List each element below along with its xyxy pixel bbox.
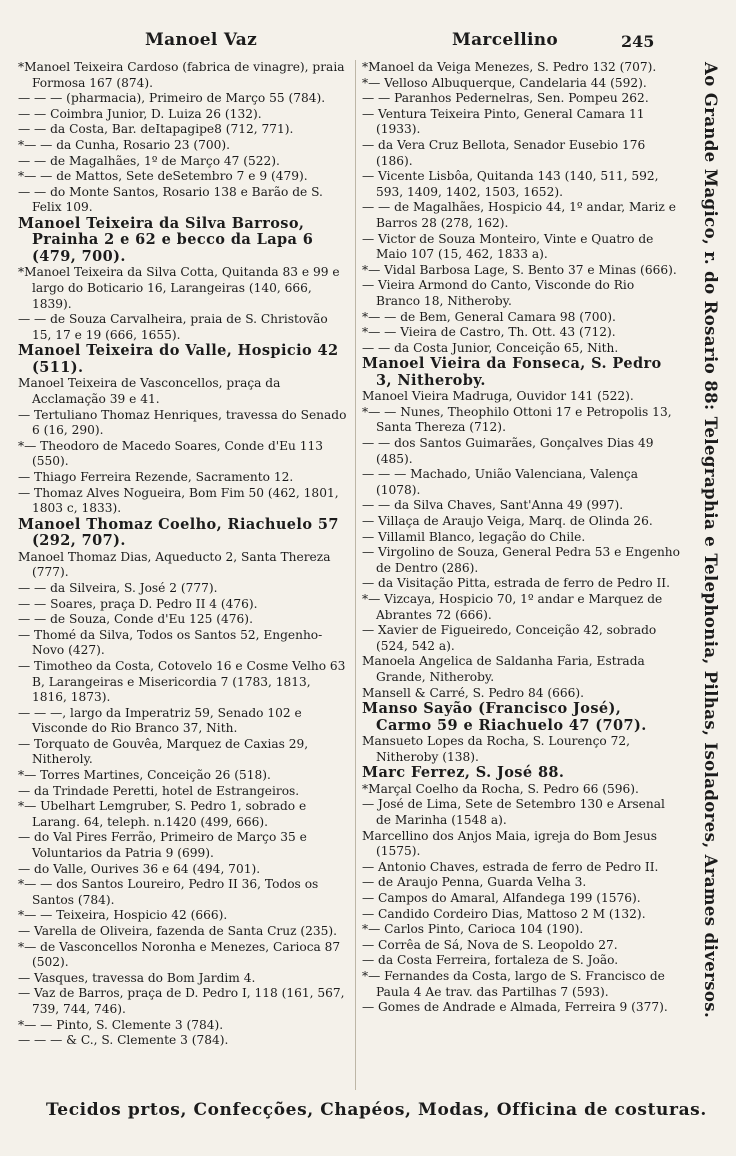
directory-entry: *— Vidal Barbosa Lage, S. Bento 37 e Minas (666). bbox=[362, 262, 677, 277]
directory-entry: — Villamil Blanco, legação do Chile. bbox=[362, 529, 586, 544]
header-left-name: Manoel Vaz bbox=[145, 30, 258, 50]
directory-entry: — Vasques, travessa do Bom Jardim 4. bbox=[18, 970, 256, 985]
directory-entry: *Manoel da Veiga Menezes, S. Pedro 132 (707). bbox=[362, 60, 657, 74]
directory-entry: — Virgolino de Souza, General Pedra 53 e Engenho de Dentro (286). bbox=[362, 545, 680, 575]
directory-entry: — — — (pharmacia), Primeiro de Março 55 (784). bbox=[18, 91, 326, 106]
directory-entry: — Vaz de Barros, praça de D. Pedro I, 118 (161, 567, 739, 744, 746). bbox=[18, 986, 345, 1016]
side-advertisement-text: Ao Grande Magico, r. do Rosario 88: Telegraphia e Telephonia, Pilhas, Isoladores, Arames diversos. bbox=[701, 62, 720, 1019]
directory-entry: Manoel Teixeira da Silva Barroso, Prainha 2 e 62 e becco da Lapa 6 (479, 700). bbox=[18, 214, 314, 265]
column-divider bbox=[355, 60, 356, 1090]
directory-entry: — — Paranhos Pedernelras, Sen. Pompeu 262. bbox=[362, 91, 649, 106]
directory-entry: *— Vizcaya, Hospicio 70, 1º andar e Marquez de Abrantes 72 (666). bbox=[362, 592, 663, 622]
directory-entry: *— — dos Santos Loureiro, Pedro II 36, Todos os Santos (784). bbox=[18, 877, 319, 907]
directory-entry: Mansueto Lopes da Rocha, S. Lourenço 72, Nitheroby (138). bbox=[362, 734, 630, 764]
directory-entry: — Corrêa de Sá, Nova de S. Leopoldo 27. bbox=[362, 937, 618, 952]
directory-entry: — Thiago Ferreira Rezende, Sacramento 12. bbox=[18, 469, 294, 484]
directory-entry: *— Fernandes da Costa, largo de S. Francisco de Paula 4 Ae trav. das Partilhas 7 (593). bbox=[362, 968, 665, 999]
directory-entry: — Victor de Souza Monteiro, Vinte e Quatro de Maio 107 (15, 462, 1833 a). bbox=[362, 231, 654, 262]
directory-entry: *— Theodoro de Macedo Soares, Conde d'Eu 113 (550). bbox=[18, 438, 323, 469]
directory-entry: — Vieira Armond do Canto, Visconde do Rio Branco 18, Nitheroby. bbox=[362, 278, 635, 308]
directory-entry: Manso Sayão (Francisco José), Carmo 59 e Riachuelo 47 (707). bbox=[362, 700, 647, 734]
directory-entry: *— — Teixeira, Hospicio 42 (666). bbox=[18, 908, 228, 923]
directory-entry: — — — Machado, União Valenciana, Valença (1078). bbox=[362, 467, 639, 497]
directory-entry: — da Vera Cruz Bellota, Senador Eusebio 176 (186). bbox=[362, 137, 646, 168]
directory-entry: — — da Costa, Bar. deItapagipe8 (712, 771). bbox=[18, 122, 294, 137]
directory-entry: — — Coimbra Junior, D. Luiza 26 (132). bbox=[18, 106, 262, 121]
directory-entry: *— Velloso Albuquerque, Candelaria 44 (592). bbox=[362, 75, 647, 90]
directory-entry: — — de Magalhães, 1º de Março 47 (522). bbox=[18, 153, 280, 168]
directory-entry: *— Torres Martines, Conceição 26 (518). bbox=[18, 768, 271, 783]
directory-entry: *Manoel Teixeira da Silva Cotta, Quitanda 83 e 99 e largo do Boticario 16, Larangeiras (140, 666, 1839). bbox=[18, 265, 340, 311]
directory-entry: — Tertuliano Thomaz Henriques, travessa do Senado 6 (16, 290). bbox=[18, 407, 347, 438]
directory-entry: — — da Costa Junior, Conceição 65, Nith. bbox=[362, 340, 619, 355]
page-number: 245 bbox=[621, 32, 655, 51]
directory-entry: Manoel Thomaz Coelho, Riachuelo 57 (292, 707). bbox=[18, 515, 339, 550]
directory-entry: — de Araujo Penna, Guarda Velha 3. bbox=[362, 875, 587, 890]
directory-entry: — — de Souza Carvalheira, praia de S. Christovão 15, 17 e 19 (666, 1655). bbox=[18, 312, 328, 342]
directory-entry: — Ventura Teixeira Pinto, General Camara 11 (1933). bbox=[362, 106, 645, 137]
directory-entry: *— — Pinto, S. Clemente 3 (784). bbox=[18, 1017, 224, 1032]
directory-entry: *— — da Cunha, Rosario 23 (700). bbox=[18, 137, 231, 152]
directory-entry: — — Soares, praça D. Pedro II 4 (476). bbox=[18, 596, 258, 611]
directory-entry: — da Visitação Pitta, estrada de ferro de Pedro II. bbox=[362, 576, 670, 591]
directory-entry: — — do Monte Santos, Rosario 138 e Barão de S. Felix 109. bbox=[18, 184, 323, 215]
directory-entry: — do Val Pires Ferrão, Primeiro de Março 35 e Voluntarios da Patria 9 (699). bbox=[18, 830, 307, 861]
directory-entry: — — —, largo da Imperatriz 59, Senado 102 e Visconde do Rio Branco 37, Nith. bbox=[18, 705, 302, 736]
directory-entry: — Thomaz Alves Nogueira, Bom Fim 50 (462, 1801, 1803 c, 1833). bbox=[18, 485, 339, 516]
directory-entry: — — dos Santos Guimarães, Gonçalves Dias 49 (485). bbox=[362, 436, 654, 466]
directory-entry: *— Ubelhart Lemgruber, S. Pedro 1, sobrado e Larang. 64, teleph. n.1420 (499, 666). bbox=[18, 799, 307, 829]
directory-entry: Marcellino dos Anjos Maia, igreja do Bom Jesus (1575). bbox=[362, 828, 658, 859]
directory-entry: — — — & C., S. Clemente 3 (784). bbox=[18, 1033, 229, 1048]
footer-advertisement: Tecidos prtos, Confecções, Chapéos, Modas, Officina de costuras. bbox=[46, 1100, 707, 1120]
directory-entry: — Campos do Amaral, Alfandega 199 (1576). bbox=[362, 891, 641, 905]
directory-entry: — Varella de Oliveira, fazenda de Santa Cruz (235). bbox=[18, 924, 338, 938]
directory-entry: — Xavier de Figueiredo, Conceição 42, sobrado (524, 542 a). bbox=[362, 623, 657, 653]
directory-entry: — — da Silveira, S. José 2 (777). bbox=[18, 580, 218, 595]
directory-entry: Manoela Angelica de Saldanha Faria, Estrada Grande, Nitheroby. bbox=[362, 654, 645, 684]
directory-entry: — da Costa Ferreira, fortaleza de S. João. bbox=[362, 953, 619, 968]
directory-entry: *— Carlos Pinto, Carioca 104 (190). bbox=[362, 922, 584, 937]
directory-entry: Manoel Vieira da Fonseca, S. Pedro 3, Nitheroby. bbox=[362, 355, 662, 389]
directory-entry: — Antonio Chaves, estrada de ferro de Pedro II. bbox=[362, 859, 659, 874]
directory-entry: *Marçal Coelho da Rocha, S. Pedro 66 (596). bbox=[362, 781, 639, 796]
directory-entry: — — de Magalhães, Hospicio 44, 1º andar, Mariz e Barros 28 (278, 162). bbox=[362, 200, 676, 230]
directory-entry: Manoel Vieira Madruga, Ouvidor 141 (522). bbox=[362, 389, 634, 404]
directory-entry: *Manoel Teixeira Cardoso (fabrica de vinagre), praia Formosa 167 (874). bbox=[18, 60, 345, 90]
side-advertisement bbox=[690, 62, 730, 1082]
directory-entry: — Gomes de Andrade e Almada, Ferreira 9 (377). bbox=[362, 1000, 668, 1015]
directory-entry: — Villaça de Araujo Veiga, Marq. de Olinda 26. bbox=[362, 514, 653, 529]
directory-entry: *— de Vasconcellos Noronha e Menezes, Carioca 87 (502). bbox=[18, 939, 341, 970]
directory-entry: — Candido Cordeiro Dias, Mattoso 2 M (132). bbox=[362, 906, 646, 921]
directory-entry: — José de Lima, Sete de Setembro 130 e Arsenal de Marinha (1548 a). bbox=[362, 797, 665, 828]
left-column bbox=[18, 60, 348, 1049]
directory-entry: *— — Vieira de Castro, Th. Ott. 43 (712). bbox=[362, 325, 616, 340]
directory-entry: — do Valle, Ourives 36 e 64 (494, 701). bbox=[18, 861, 261, 876]
directory-entry: — — de Souza, Conde d'Eu 125 (476). bbox=[18, 612, 253, 627]
directory-entry: Manoel Teixeira do Valle, Hospicio 42 (511). bbox=[18, 342, 339, 376]
directory-entry: — Vicente Lisbôa, Quitanda 143 (140, 511, 592, 593, 1409, 1402, 1503, 1652). bbox=[362, 169, 659, 199]
header-right-name: Marcellino bbox=[452, 30, 559, 50]
directory-entry: Manoel Thomaz Dias, Aqueducto 2, Santa Thereza (777). bbox=[18, 549, 331, 580]
directory-entry: — Thomé da Silva, Todos os Santos 52, Engenho-Novo (427). bbox=[18, 627, 323, 658]
directory-entry: — Torquato de Gouvêa, Marquez de Caxias 29, Nitheroly. bbox=[18, 736, 309, 767]
directory-entry: *— — de Mattos, Sete deSetembro 7 e 9 (479). bbox=[18, 169, 308, 184]
directory-entry: *— — Nunes, Theophilo Ottoni 17 e Petropolis 13, Santa Thereza (712). bbox=[362, 404, 672, 435]
directory-entry: — Timotheo da Costa, Cotovelo 16 e Cosme Velho 63 B, Larangeiras e Misericordia 7 (1783, 1813, 1816, 1873). bbox=[18, 658, 346, 705]
directory-entry: — — da Silva Chaves, Sant'Anna 49 (997). bbox=[362, 498, 624, 513]
directory-entry: Mansell & Carré, S. Pedro 84 (666). bbox=[362, 685, 585, 700]
directory-entry: Manoel Teixeira de Vasconcellos, praça da Acclamação 39 e 41. bbox=[18, 376, 281, 406]
directory-entry: *— — de Bem, General Camara 98 (700). bbox=[362, 309, 616, 324]
directory-entry: Marc Ferrez, S. José 88. bbox=[362, 764, 565, 782]
directory-entry: — da Trindade Peretti, hotel de Estrangeiros. bbox=[18, 783, 300, 798]
right-column bbox=[362, 60, 682, 1016]
